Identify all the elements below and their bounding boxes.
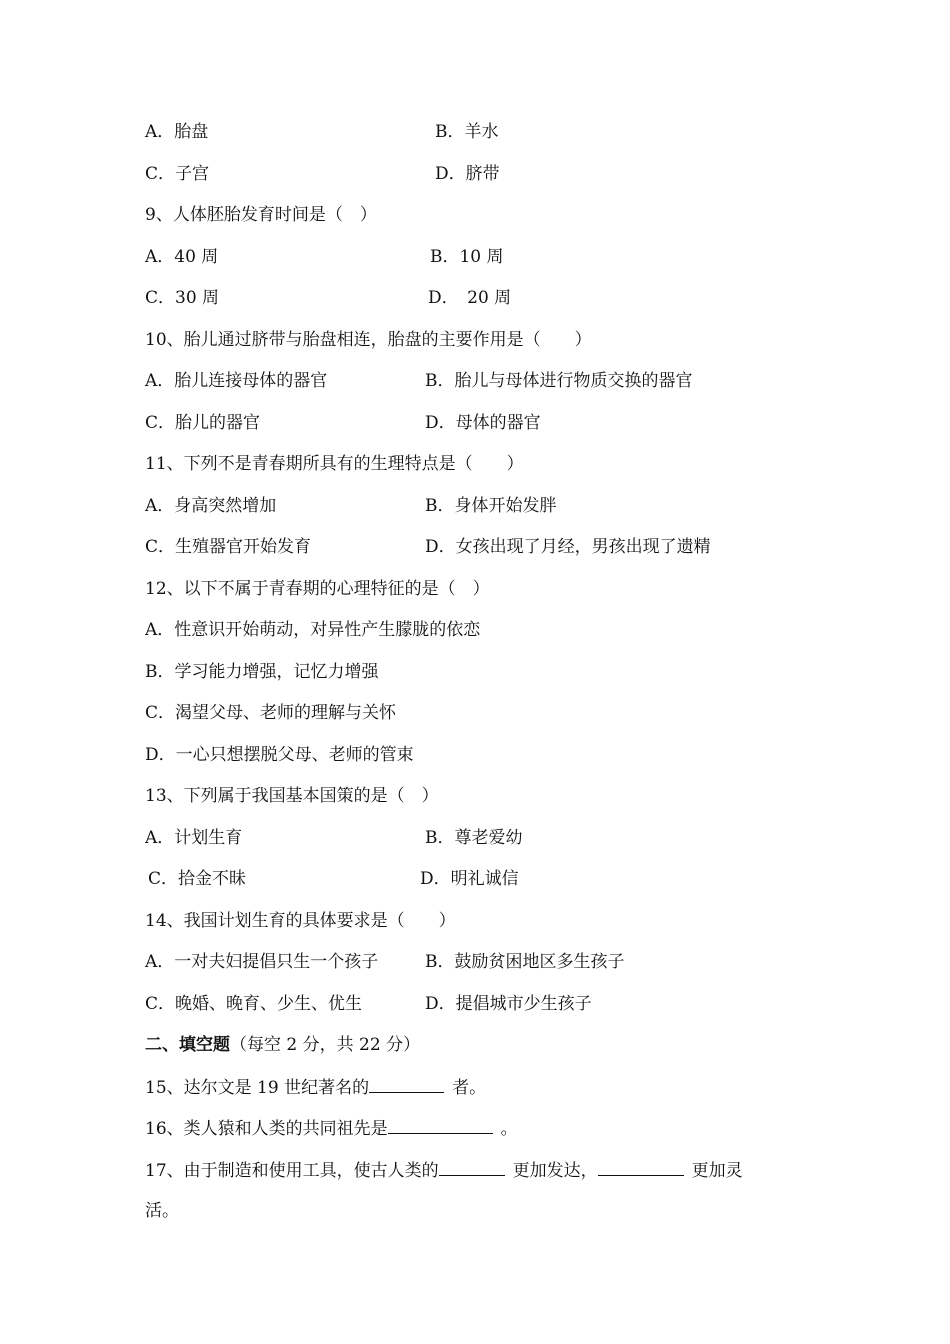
q13-stem: 13、下列属于我国基本国策的是（ ） (145, 786, 439, 806)
q12-option-a: A．性意识开始萌动，对异性产生朦胧的依恋 (145, 620, 481, 640)
q8-option-b: B．羊水 (435, 122, 499, 142)
q12-option-b: B．学习能力增强，记忆力增强 (145, 662, 379, 682)
q17-line (145, 1157, 743, 1183)
q15-text-after: 者。 (452, 1078, 487, 1098)
q13-option-a: A．计划生育 (145, 828, 243, 848)
q17-continuation: 活。 (145, 1201, 179, 1221)
q17-text-middle: 更加发达， (512, 1161, 598, 1181)
q8-option-d: D．脐带 (435, 164, 500, 184)
q9-option-d: D． 20 周 (428, 288, 512, 308)
q14-option-c: C．晚婚、晚育、少生、优生 (145, 994, 363, 1014)
q11-option-d: D．女孩出现了月经，男孩出现了遗精 (425, 537, 711, 557)
q16-text-after: 。 (500, 1119, 518, 1139)
q10-option-b: B．胎儿与母体进行物质交换的器官 (425, 371, 693, 391)
q17-text: 17、由于制造和使用工具，使古人类的 (145, 1161, 439, 1181)
q13-option-c: C．拾金不昧 (148, 869, 247, 889)
q10-option-c: C．胎儿的器官 (145, 413, 261, 433)
q8-option-a: A．胎盘 (145, 122, 209, 142)
q15-text: 15、达尔文是 19 世纪著名的 (145, 1078, 370, 1098)
q9-option-c: C．30 周 (145, 288, 220, 308)
q11-option-a: A．身高突然增加 (145, 496, 277, 516)
q12-option-d: D．一心只想摆脱父母、老师的管束 (145, 745, 414, 765)
q10-stem: 10、胎儿通过脐带与胎盘相连，胎盘的主要作用是（ ） (145, 330, 592, 350)
section-title: 二、填空题 (145, 1035, 230, 1055)
section-heading (145, 1032, 420, 1058)
q16-blank[interactable] (388, 1115, 493, 1134)
q17-text-after: 更加灵 (691, 1161, 743, 1181)
q17-blank-2[interactable] (598, 1157, 684, 1176)
q10-option-a: A．胎儿连接母体的器官 (145, 371, 328, 391)
q13-option-b: B．尊老爱幼 (425, 828, 523, 848)
q8-option-c: C．子宫 (145, 164, 210, 184)
q12-stem: 12、以下不属于青春期的心理特征的是（ ） (145, 579, 490, 599)
q11-option-c: C．生殖器官开始发育 (145, 537, 312, 557)
q9-stem: 9、人体胚胎发育时间是（ ） (145, 205, 377, 225)
q13-option-d: D．明礼诚信 (420, 869, 519, 889)
q14-option-b: B．鼓励贫困地区多生孩子 (425, 952, 625, 972)
q12-option-c: C．渴望父母、老师的理解与关怀 (145, 703, 397, 723)
q14-stem: 14、我国计划生育的具体要求是（ ） (145, 911, 456, 931)
q16-line (145, 1115, 518, 1141)
q11-option-b: B．身体开始发胖 (425, 496, 557, 516)
section-note: （每空 2 分，共 22 分） (230, 1035, 421, 1055)
q9-option-a: A．40 周 (145, 247, 219, 267)
q11-stem: 11、下列不是青春期所具有的生理特点是（ ） (145, 454, 524, 474)
q16-text: 16、类人猿和人类的共同祖先是 (145, 1119, 388, 1139)
q15-blank[interactable] (369, 1074, 444, 1093)
q10-option-d: D．母体的器官 (425, 413, 541, 433)
q14-option-d: D．提倡城市少生孩子 (425, 994, 592, 1014)
q17-blank-1[interactable] (439, 1157, 505, 1176)
q15-line (145, 1074, 486, 1100)
q14-option-a: A．一对夫妇提倡只生一个孩子 (145, 952, 379, 972)
q9-option-b: B．10 周 (430, 247, 504, 267)
